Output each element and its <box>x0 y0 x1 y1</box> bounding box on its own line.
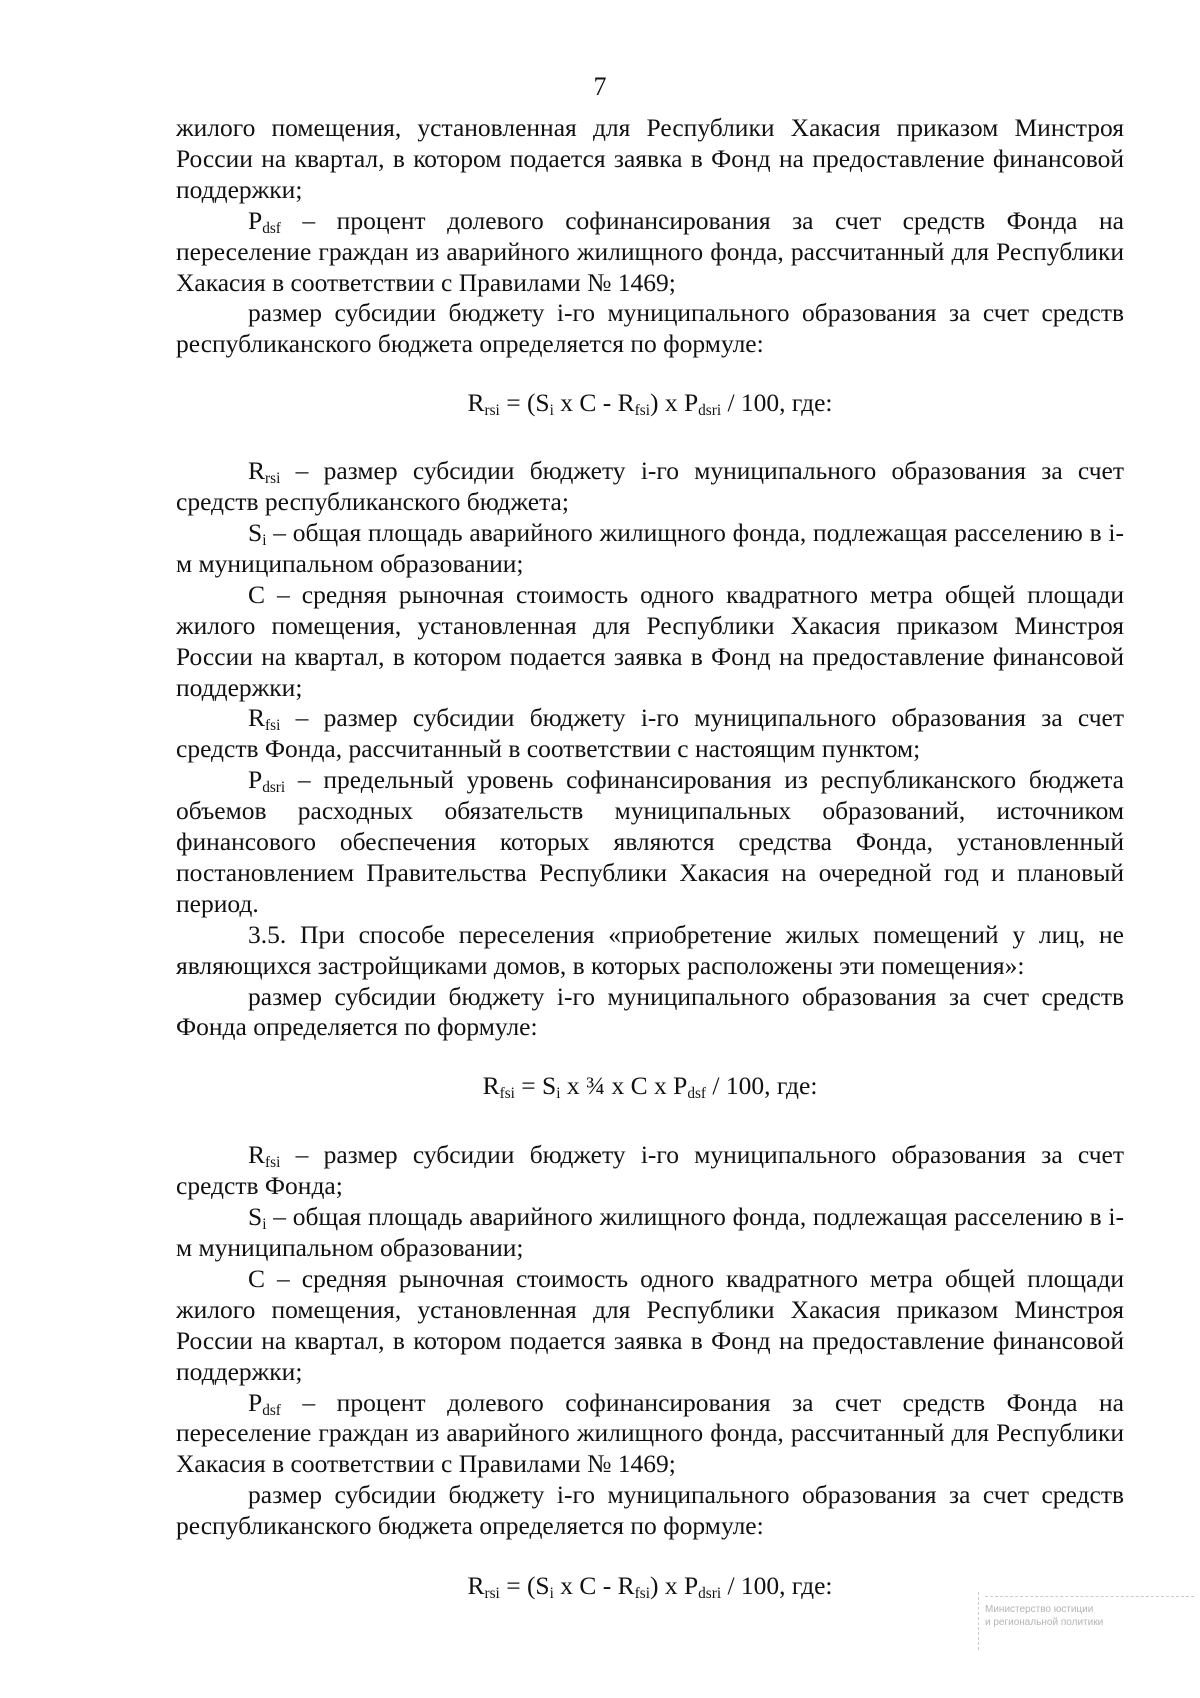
paragraph: $P_{dsf}$ – процент долевого софинансирования за счет средств Фонда на переселение граждан из аварийного жилищного фонда, рассчитанный для Республики Хакасия в соответствии с Правилами № 1469; <box>176 205 1124 297</box>
paragraph: $R_{rsi}$ – размер субсидии бюджету i-го муниципального образования за счет средств республиканского бюджета; <box>176 456 1124 517</box>
registration-stamp <box>978 1592 1194 1650</box>
paragraph: $P_{dsf}$ – процент долевого софинансирования за счет средств Фонда на переселение граждан из аварийного жилищного фонда, рассчитанный для Республики Хакасия в соответствии с Правилами № 1469; <box>176 1387 1124 1479</box>
formula: $R_{rsi} = (S_i$ x C - $R_{fsi}$) x $P_{dsri} / 100$, где: <box>467 1571 833 1602</box>
paragraph: C – средняя рыночная стоимость одного квадратного метра общей площади жилого помещения, установленная для Республики Хакасия приказом Минстроя России на квартал, в котором подается заявка в Фонд на предоставление финансовой поддержки; <box>176 1263 1124 1386</box>
paragraph: 3.5. При способе переселения «приобретение жилых помещений у лиц, не являющихся застройщиками домов, в которых расположены эти помещения»: <box>176 919 1124 980</box>
stamp-line-2: и региональной политики <box>985 1617 1104 1628</box>
formula: $R_{fsi} = S_i$ x ¾ x C x $P_{dsf} / 100$, где: <box>482 1071 818 1103</box>
formula: $R_{rsi} = (S_i$ x C - $R_{fsi}$) x $P_{dsri} / 100$, где: <box>467 388 833 420</box>
paragraph: $S_i$ – общая площадь аварийного жилищного фонда, подлежащая расселению в i-м муниципальном образовании; <box>176 517 1124 578</box>
paragraph: размер субсидии бюджету i-го муниципального образования за счет средств республиканского бюджета определяется по формуле: <box>176 1480 1124 1541</box>
paragraph: $R_{fsi}$ – размер субсидии бюджету i-го муниципального образования за счет средств Фонда; <box>176 1140 1124 1201</box>
paragraph: C – средняя рыночная стоимость одного квадратного метра общей площади жилого помещения, установленная для Республики Хакасия приказом Минстроя России на квартал, в котором подается заявка в Фонд на предоставление финансовой поддержки; <box>176 579 1124 702</box>
paragraph: жилого помещения, установленная для Республики Хакасия приказом Минстроя России на квартал, в котором подается заявка в Фонд на предоставление финансовой поддержки; <box>176 113 1124 204</box>
paragraph: $P_{dsri}$ – предельный уровень софинансирования из республиканского бюджета объемов расходных обязательств муниципальных образований, источником финансового обеспечения которых являются средства Фонда, установленный постановлением Правительства Республики Хакасия на очередной год и плановый период. <box>176 765 1124 918</box>
page-number: 7 <box>593 72 607 101</box>
paragraph: размер субсидии бюджету i-го муниципального образования за счет средств Фонда определяется по формуле: <box>176 981 1124 1042</box>
paragraph: $S_i$ – общая площадь аварийного жилищного фонда, подлежащая расселению в i-м муниципальном образовании; <box>176 1202 1124 1262</box>
paragraph: $R_{fsi}$ – размер субсидии бюджету i-го муниципального образования за счет средств Фонда, рассчитанный в соответствии с настоящим пунктом; <box>176 703 1124 764</box>
paragraph: размер субсидии бюджету i-го муниципального образования за счет средств республиканского бюджета определяется по формуле: <box>176 298 1124 359</box>
document-body <box>176 113 1124 1602</box>
stamp-line-1: Министерство юстиции <box>985 1604 1094 1615</box>
